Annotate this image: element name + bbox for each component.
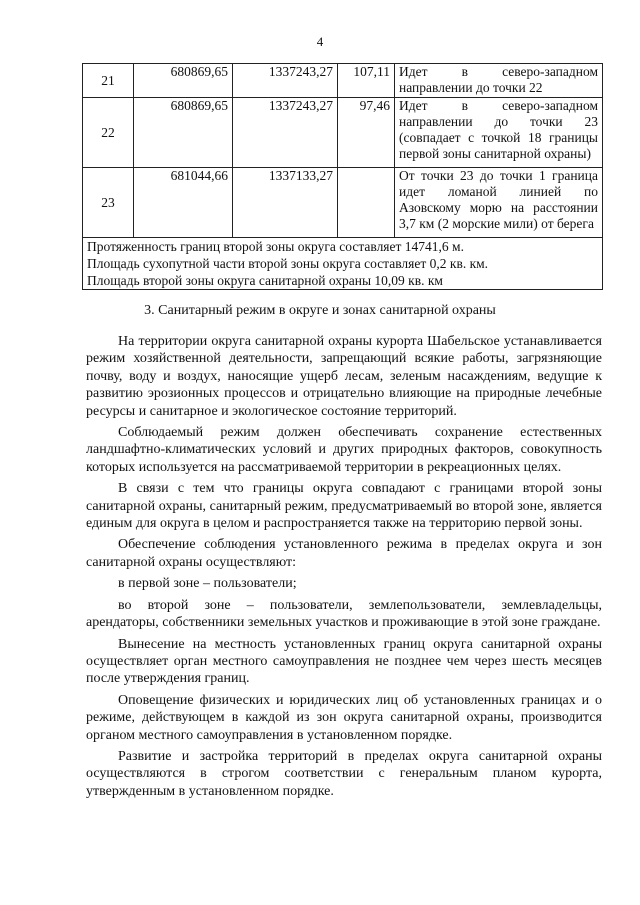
paragraph: В связи с тем что границы округа совпадают с границами второй зоны санитарной охраны, санитарный режим, предусматриваемый во второй зоне, является единым для округа в целом и распространяется также на территорию первой зоны. [86, 481, 602, 532]
table-row [83, 98, 603, 168]
segment-length: 107,11 [338, 64, 395, 98]
table-row [83, 64, 603, 98]
segment-length: 97,46 [338, 98, 395, 168]
paragraph: На территории округа санитарной охраны курорта Шабельское устанавливается режим хозяйственной деятельности, запрещающий всякие работы, загрязняющие почву, воду и воздух, наносящие ущерб лесам, зеленым насаждениям, ведущие к развитию эрозионных процессов и отрицательно влияющие на природные лечебные ресурсы и санитарное и экологическое состояние территорий. [86, 334, 602, 419]
segment-description: От точки 23 до точки 1 граница идет ломаной линией по Азовскому морю на расстоянии 3,7 км (2 морские мили) от берега [395, 168, 603, 238]
table-summary-row [83, 238, 603, 290]
coordinate-x: 680869,65 [134, 98, 233, 168]
coordinate-y: 1337243,27 [233, 98, 338, 168]
section-heading: 3. Санитарный режим в округе и зонах санитарной охраны [144, 303, 496, 318]
summary-line: Протяженность границ второй зоны округа составляет 14741,6 м. [87, 239, 464, 254]
coordinate-x: 680869,65 [134, 64, 233, 98]
segment-description: Идет в северо-западном направлении до точки 23 (совпадает с точкой 18 границы первой зоны санитарной охраны) [395, 98, 603, 168]
section-body [86, 333, 602, 804]
point-number: 22 [83, 98, 134, 168]
paragraph: Оповещение физических и юридических лиц об установленных границах и о режиме, действующем в каждой из зон округа санитарной охраны, производится органом местного самоуправления в установленном порядке. [86, 692, 602, 743]
zone-summary [83, 238, 603, 290]
coordinate-y: 1337133,27 [233, 168, 338, 238]
coordinate-x: 681044,66 [134, 168, 233, 238]
paragraph: во второй зоне – пользователи, землепользователи, землевладельцы, арендаторы, собственники земельных участков и проживающие в этой зоне граждане. [86, 597, 602, 631]
page-number: 4 [316, 34, 324, 49]
boundary-coordinates-table [82, 63, 603, 290]
summary-line: Площадь сухопутной части второй зоны округа составляет 0,2 кв. км. [87, 256, 489, 271]
paragraph: Соблюдаемый режим должен обеспечивать сохранение естественных ландшафтно-климатических условий и других природных факторов, совокупность которых используется на рассматриваемой территории в рекреационных целях. [86, 425, 602, 475]
paragraph: Обеспечение соблюдения установленного режима в пределах округа и зон санитарной охраны осуществляют: [86, 537, 602, 570]
paragraph: в первой зоне – пользователи; [118, 576, 297, 592]
summary-line: Площадь второй зоны округа санитарной охраны 10,09 кв. км [87, 273, 443, 288]
point-number: 21 [83, 64, 134, 98]
segment-length [338, 168, 395, 238]
paragraph: Вынесение на местность установленных границ округа санитарной охраны осуществляет орган местного самоуправления не позднее чем через шесть месяцев после утверждения границ. [86, 636, 602, 687]
paragraph: Развитие и застройка территорий в пределах округа санитарной охраны осуществляются в строгом соответствии с генеральным планом курорта, утвержденным в установленном порядке. [86, 748, 602, 799]
segment-description: Идет в северо-западном направлении до точки 22 [395, 64, 603, 98]
point-number: 23 [83, 168, 134, 238]
table-row [83, 168, 603, 238]
coordinate-y: 1337243,27 [233, 64, 338, 98]
